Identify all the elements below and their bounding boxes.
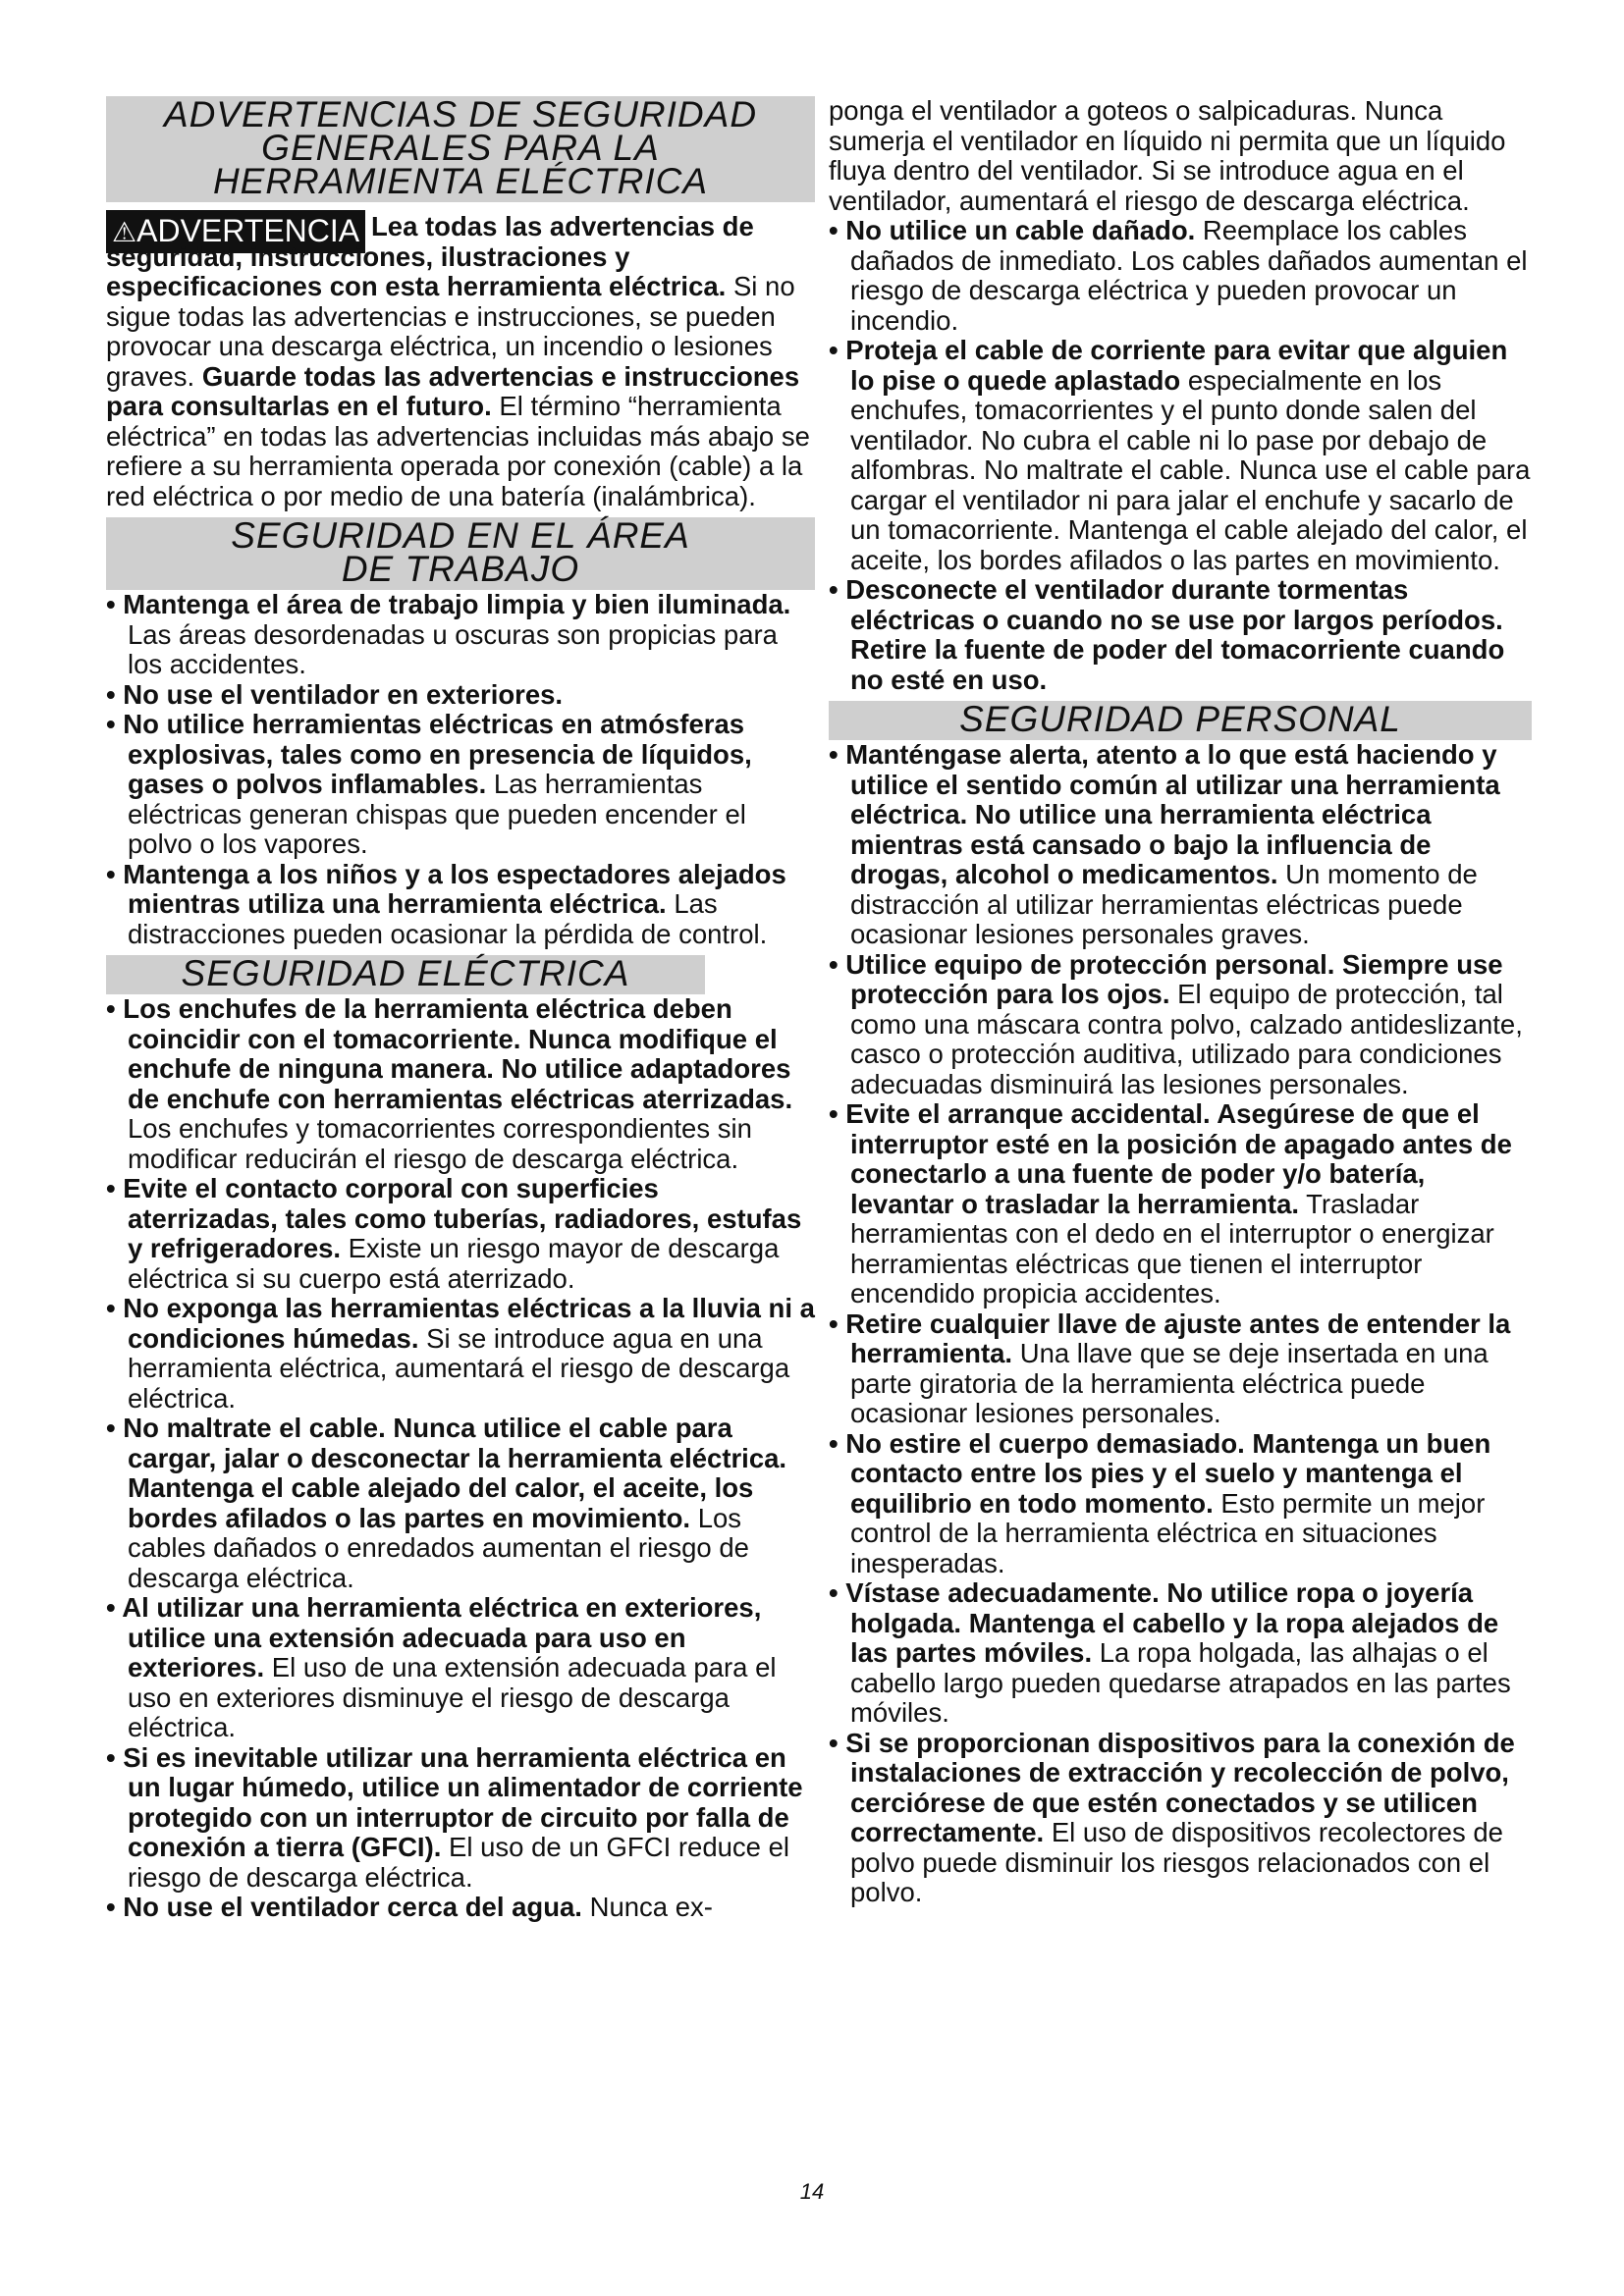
warning-triangle-icon: ⚠ xyxy=(112,217,137,247)
right-column xyxy=(829,96,1532,1908)
continuation-text: ponga el ventilador a goteos o salpicaduras. Nunca sumerja el ventilador en líquido ni permita que un líquido fluya dentro del ventilador. Si se introduce agua en el ventilador, aumentará el riesgo de descarga eléctrica. xyxy=(829,95,1506,216)
item-bold: • Los enchufes de la herramienta eléctrica deben coincidir con el tomacorriente. Nunca modifique el enchufe de ninguna manera. No utilice adaptadores de enchufe con herramientas eléctricas aterrizadas. xyxy=(106,993,793,1114)
warning-label: ADVERTENCIA xyxy=(136,213,360,248)
item-bold: • No estire el cuerpo demasiado. Mantenga un buen contacto entre los pies y el suelo y mantenga el equilibrio en todo momento. xyxy=(829,1427,1491,1519)
item-bold: • No utilice un cable dañado. xyxy=(829,215,1196,245)
item-bold: • Vístase adecuadamente. No utilice ropa o joyería holgada. Mantenga el cabello y la ropa alejados de las partes móviles. xyxy=(829,1577,1499,1668)
item-text: Las áreas desordenadas u oscuras son propicias para los accidentes. xyxy=(128,618,778,679)
item-bold: • Evite el arranque accidental. Asegúrese de que el interruptor esté en la posición de apagado antes de conectarlo a una fuente de poder y/o batería, levantar o trasladar la herramienta. xyxy=(829,1098,1512,1219)
item-bold: • No utilice herramientas eléctricas en atmósferas explosivas, tales como en presencia de líquidos, gases o polvos inflamables. xyxy=(106,709,752,799)
item-text: Reemplace los cables dañados de inmediato. Los cables dañados aumentan el riesgo de descarga eléctrica y pueden provocar un incendio. xyxy=(850,215,1528,336)
heading-line: GENERALES PARA LA xyxy=(261,128,660,168)
item-bold: • No use el ventilador cerca del agua. xyxy=(106,1892,582,1922)
item-text: Esto permite un mejor control de la herramienta eléctrica en situaciones inesperadas. xyxy=(850,1487,1486,1578)
list-item xyxy=(829,575,1532,695)
item-bold: • Proteja el cable de corriente para evitar que alguien lo pise o quede aplastado xyxy=(829,335,1508,396)
warning-paragraph xyxy=(106,212,815,511)
item-text: El uso de dispositivos recolectores de polvo puede disminuir los riesgos relacionados con el polvo. xyxy=(850,1817,1503,1907)
list-item xyxy=(106,994,815,1174)
list-item xyxy=(829,740,1532,950)
page-number: 14 xyxy=(799,2179,825,2204)
heading-line: DE TRABAJO xyxy=(341,549,580,589)
item-text: Los enchufes y tomacorrientes correspondientes sin modificar reducirán el riesgo de descarga eléctrica. xyxy=(128,1113,752,1174)
heading-line: ADVERTENCIAS DE SEGURIDAD xyxy=(163,94,758,134)
item-bold: • Utilice equipo de protección personal. Siempre use protección para los ojos. xyxy=(829,948,1503,1009)
warning-bold: Lea todas las advertencias de seguridad, instrucciones, ilustraciones y especificaciones con esta herramienta eléctrica. xyxy=(106,211,754,301)
list-item xyxy=(106,710,815,860)
item-text: La ropa holgada, las alhajas o el cabello largo pueden quedarse atrapados en las partes móviles. xyxy=(850,1637,1511,1728)
list-item xyxy=(106,1414,815,1593)
item-text: Una llave que se deje insertada en una parte giratoria de la herramienta eléctrica puede ocasionar lesiones personales. xyxy=(850,1338,1489,1428)
list-item xyxy=(106,1593,815,1743)
item-text: Nunca ex- xyxy=(581,1892,713,1922)
heading-general-safety xyxy=(106,96,815,202)
list-item xyxy=(106,680,815,711)
heading-personal-safety xyxy=(829,701,1532,740)
item-bold: • Retire cualquier llave de ajuste antes de entender la herramienta. xyxy=(829,1308,1511,1368)
heading-work-area xyxy=(106,517,815,590)
item-text: Las herramientas eléctricas generan chispas que pueden encender el polvo o los vapores. xyxy=(128,769,746,859)
item-bold: • Si se proporcionan dispositivos para la conexión de instalaciones de extracción y recolección de polvo, cerciórese de que estén conectados y se utilicen correctamente. xyxy=(829,1727,1515,1847)
list-item xyxy=(829,950,1532,1100)
item-bold: • Mantenga a los niños y a los espectadores alejados mientras utiliza una herramienta eléctrica. xyxy=(106,858,786,919)
heading-electrical-safety xyxy=(106,955,705,994)
heading-line: SEGURIDAD ELÉCTRICA xyxy=(181,953,630,993)
list-item xyxy=(829,1099,1532,1309)
item-text: El uso de una extensión adecuada para el uso en exteriores disminuye el riesgo de descarga eléctrica. xyxy=(128,1652,777,1742)
heading-line: SEGURIDAD PERSONAL xyxy=(959,699,1401,739)
list-item xyxy=(106,1743,815,1894)
item-bold: • No use el ventilador en exteriores. xyxy=(106,678,564,710)
item-text: especialmente en los enchufes, tomacorrientes y el punto donde salen del ventilador. No cubra el cable ni lo pase por debajo de alfombras. No maltrate el cable. Nunca use el cable para cargar el ventilador ni para jalar el enchufe y sacarlo de un tomacorriente. Mantenga el cable alejado del calor, el aceite, los bordes afilados o las partes en movimiento. xyxy=(850,364,1531,575)
item-bold: • Al utilizar una herramienta eléctrica en exteriores, utilice una extensión adecuada para uso en exteriores. xyxy=(106,1592,762,1682)
item-text: El uso de un GFCI reduce el riesgo de descarga eléctrica. xyxy=(128,1832,790,1893)
list-item xyxy=(829,1578,1532,1729)
item-text: El equipo de protección, tal como una máscara contra polvo, calzado antideslizante, casco o protección auditiva, utilizado para condiciones adecuadas disminuirá las lesiones personales. xyxy=(850,979,1523,1099)
list-item xyxy=(829,336,1532,575)
list-item xyxy=(106,1294,815,1414)
list-item xyxy=(106,590,815,680)
heading-line: HERRAMIENTA ELÉCTRICA xyxy=(212,161,709,201)
item-bold: • Evite el contacto corporal con superficies aterrizadas, tales como tuberías, radiadores, estufas y refrigeradores. xyxy=(106,1173,802,1263)
item-bold: • No maltrate el cable. Nunca utilice el cable para cargar, jalar o desconectar la herramienta eléctrica. Mantenga el cable alejado del calor, el aceite, los bordes afilados o las partes en movimiento. xyxy=(106,1413,787,1533)
item-bold: • Si es inevitable utilizar una herramienta eléctrica en un lugar húmedo, utilice un alimentador de corriente protegido con un interruptor de circuito por falla de conexión a tierra (GFCI). xyxy=(106,1741,803,1862)
item-text: Trasladar herramientas con el dedo en el interruptor o energizar herramientas eléctricas que tienen el interruptor encendido propicia accidentes. xyxy=(850,1188,1494,1308)
list-item xyxy=(829,1309,1532,1429)
list-item xyxy=(106,1174,815,1294)
warning-text: Si no sigue todas las advertencias e instrucciones, se pueden provocar una descarga eléctrica, un incendio o lesiones graves. xyxy=(106,271,795,392)
item-text: Las distracciones pueden ocasionar la pérdida de control. xyxy=(128,888,768,949)
list-item xyxy=(829,216,1532,336)
left-column xyxy=(106,96,815,1923)
item-text: Existe un riesgo mayor de descarga eléctrica si su cuerpo está aterrizado. xyxy=(128,1233,780,1294)
item-text: Si se introduce agua en una herramienta eléctrica, aumentará el riesgo de descarga eléctrica. xyxy=(128,1322,790,1414)
list-item xyxy=(106,1893,815,1923)
item-bold: • Manténgase alerta, atento a lo que está haciendo y utilice el sentido común al utilizar una herramienta eléctrica. No utilice una herramienta eléctrica mientras está cansado o bajo la influencia de drogas, alcohol o medicamentos. xyxy=(829,739,1500,889)
heading-line: SEGURIDAD EN EL ÁREA xyxy=(231,515,690,556)
item-bold: • No exponga las herramientas eléctricas a la lluvia ni a condiciones húmedas. xyxy=(106,1293,815,1354)
item-text: Los cables dañados o enredados aumentan el riesgo de descarga eléctrica. xyxy=(128,1502,749,1593)
list-item xyxy=(829,1429,1532,1579)
warning-bold-2: Guarde todas las advertencias e instrucciones para consultarlas en el futuro. xyxy=(106,360,800,421)
warning-text-2: El término “herramienta eléctrica” en todas las advertencias incluidas más abajo se refiere a su herramienta operada por conexión (cable) a la red eléctrica o por medio de una batería (inalámbrica). xyxy=(106,391,810,511)
list-item xyxy=(829,1729,1532,1908)
item-bold: • Desconecte el ventilador durante tormentas eléctricas o cuando no se use por largos períodos. Retire la fuente de poder del tomacorriente cuando no esté en uso. xyxy=(829,574,1505,695)
item-bold: • Mantenga el área de trabajo limpia y bien iluminada. xyxy=(106,589,791,619)
item-text: Un momento de distracción al utilizar herramientas eléctricas puede ocasionar lesiones personales graves. xyxy=(850,859,1478,949)
list-item xyxy=(106,860,815,950)
